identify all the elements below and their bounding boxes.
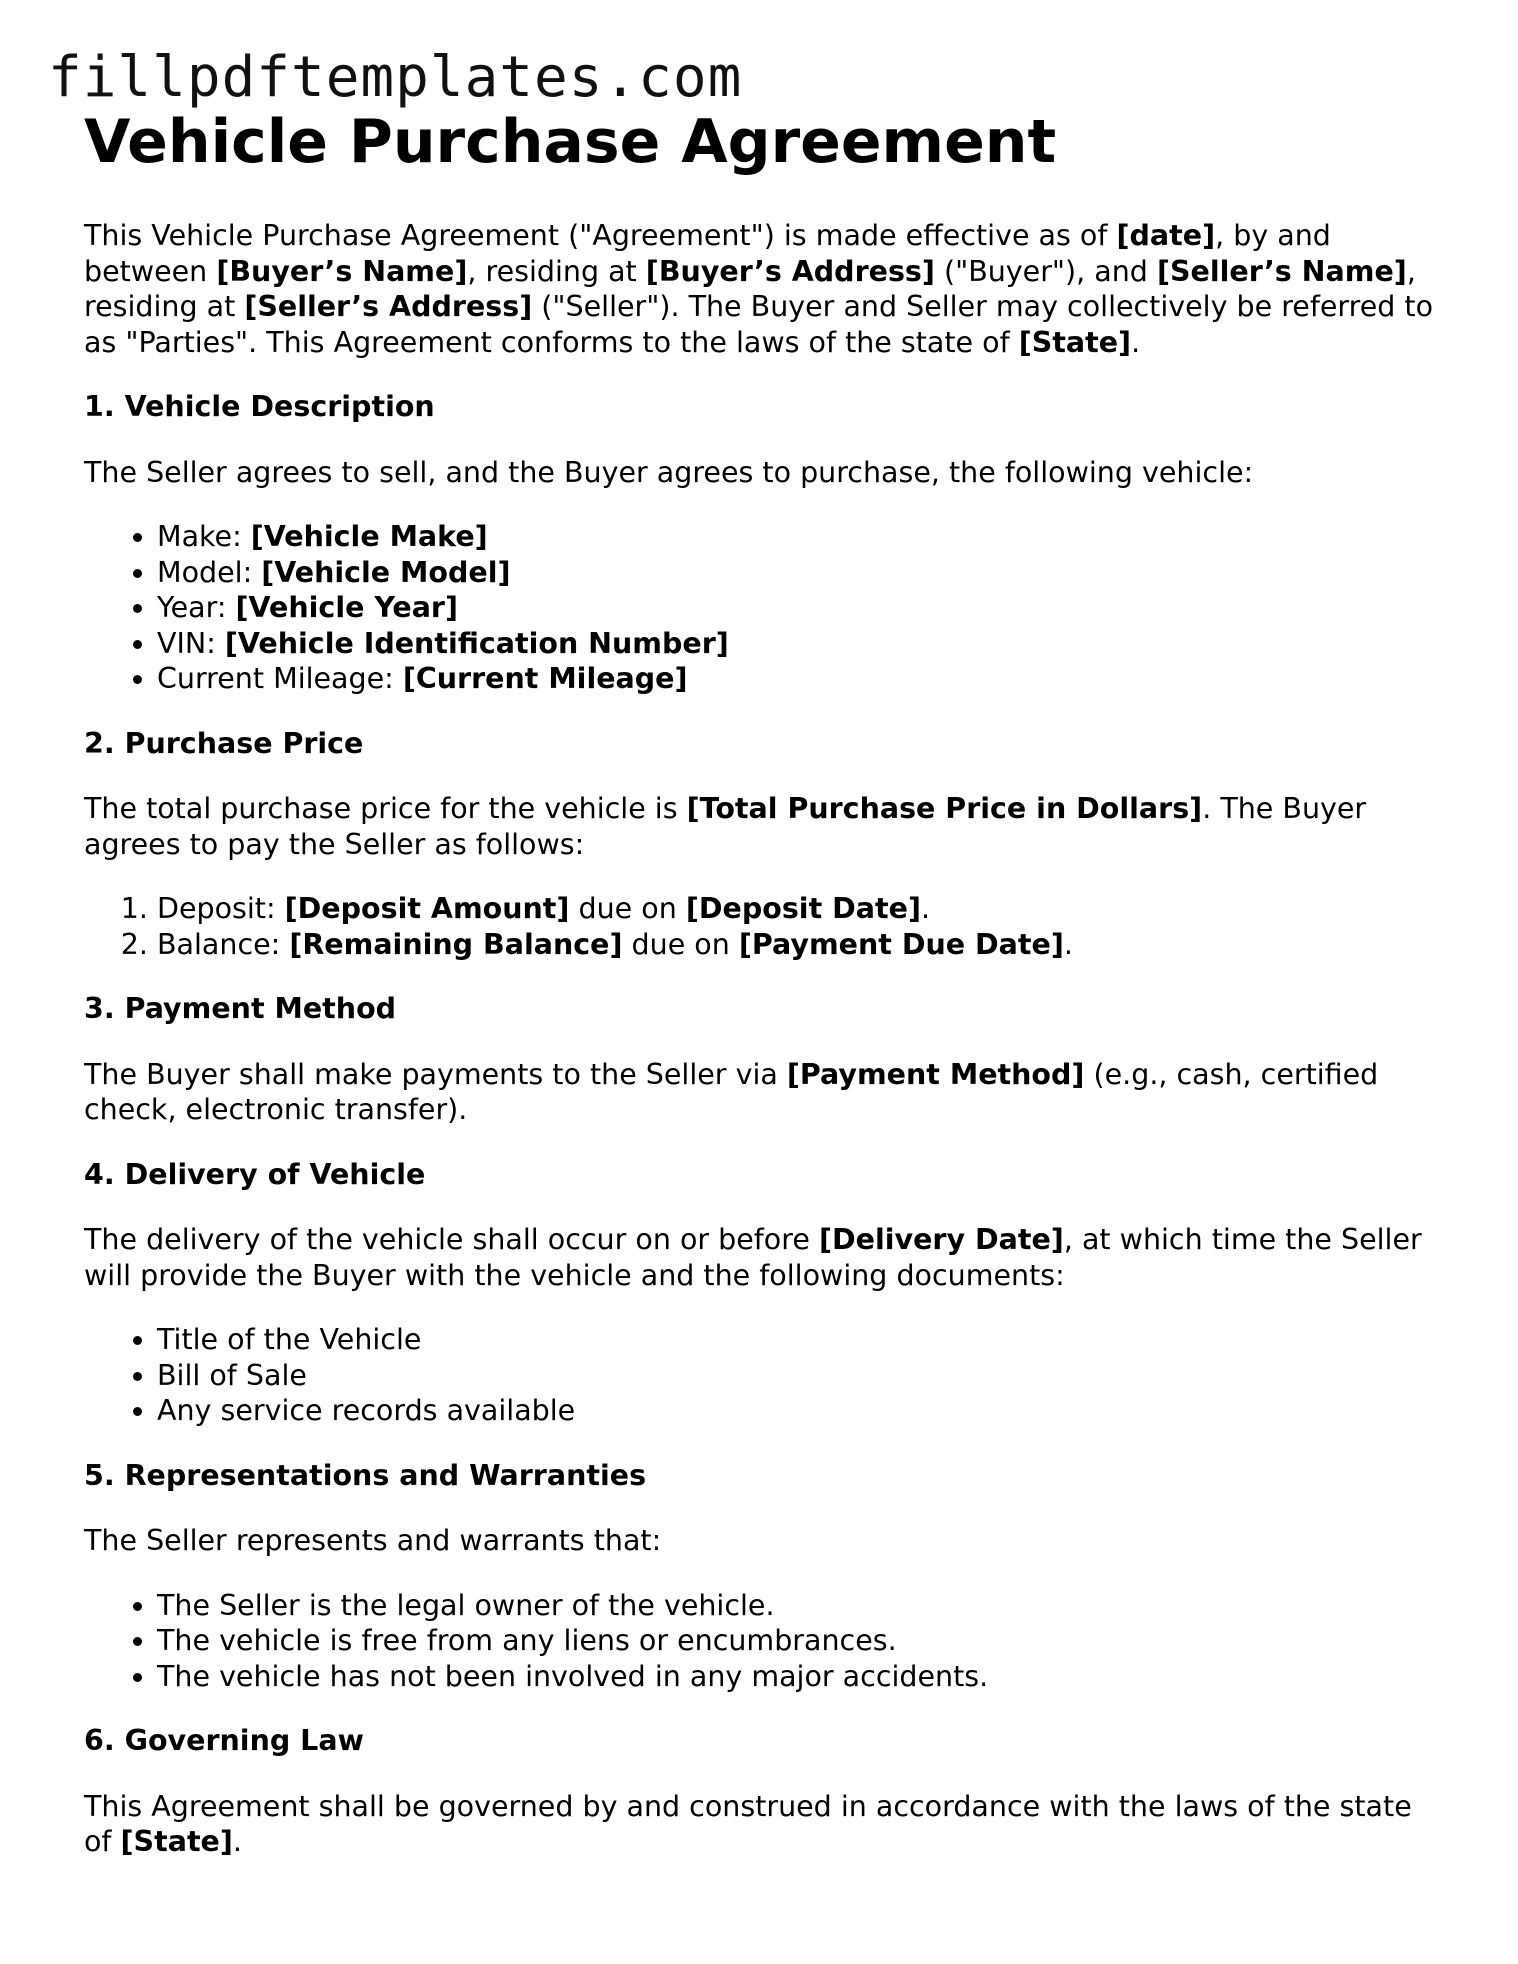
delivery-documents-list [84, 1322, 1434, 1429]
list-item: • Year: [Vehicle Year] [157, 590, 1434, 626]
list-item: • The vehicle has not been involved in any major accidents. [157, 1659, 1434, 1695]
representations-text: The Seller represents and warrants that: [84, 1524, 662, 1557]
list-item: • Bill of Sale [157, 1358, 1434, 1394]
state-placeholder: [State] [1018, 325, 1132, 359]
vehicle-description-text: The Seller agrees to sell, and the Buyer agrees to purchase, the following vehicle: [84, 455, 1254, 489]
warranties-list [84, 1588, 1434, 1695]
section-heading-delivery: 4. Delivery of Vehicle [84, 1157, 426, 1191]
payment-method-text: The Buyer shall make payments to the Seller via [Payment Method] (e.g., cash, certified check, electronic transfer). [84, 1057, 1379, 1126]
section-heading-governing-law: 6. Governing Law [84, 1724, 364, 1757]
list-item: • Model: [Vehicle Model] [157, 555, 1434, 591]
buyer-name-placeholder: [Buyer’s Name] [216, 254, 468, 288]
list-item: • Make: [Vehicle Make] [157, 519, 1434, 555]
section-heading-representations: 5. Representations and Warranties [84, 1458, 647, 1492]
list-item: • Current Mileage: [Current Mileage] [157, 661, 1434, 697]
list-item: • Any service records available [157, 1393, 1434, 1429]
purchase-price-text: The total purchase price for the vehicle is [Total Purchase Price in Dollars]. The Buyer agrees to pay the Seller as follows: [84, 792, 1367, 861]
page-title: Vehicle Purchase Agreement [84, 107, 1057, 177]
delivery-text: The delivery of the vehicle shall occur on or before [Delivery Date], at which time the Seller will provide the Buyer with the vehicle and the following documents: [84, 1223, 1422, 1292]
list-item: 1. Deposit: [Deposit Amount] due on [Deposit Date]. [157, 891, 1434, 927]
section-heading-purchase-price: 2. Purchase Price [84, 726, 364, 760]
buyer-address-placeholder: [Buyer’s Address] [645, 254, 935, 288]
document [84, 104, 1434, 1889]
payment-schedule-list [84, 891, 1434, 962]
section-heading-vehicle-description: 1. Vehicle Description [84, 390, 435, 423]
list-item: • VIN: [Vehicle Identification Number] [157, 626, 1434, 662]
seller-name-placeholder: [Seller’s Name] [1156, 254, 1407, 288]
list-item: • The vehicle is free from any liens or encumbrances. [157, 1623, 1434, 1659]
intro-paragraph: This Vehicle Purchase Agreement ("Agreement") is made effective as of [date], by and between [Buyer’s Name], residing at [Buyer’s Address] ("Buyer"), and [Seller’s Name], residing at [Seller’s Address] ("Seller"). The Buyer and Seller may collectively be referred to as "Parties". This Agreement conforms to the laws of the state of [State]. [84, 219, 1434, 359]
seller-address-placeholder: [Seller’s Address] [244, 290, 533, 323]
watermark: fillpdftemplates.com [48, 45, 743, 110]
list-item: • The Seller is the legal owner of the vehicle. [157, 1588, 1434, 1624]
list-item: 2. Balance: [Remaining Balance] due on [Payment Due Date]. [157, 927, 1434, 963]
list-item: • Title of the Vehicle [157, 1322, 1434, 1358]
vehicle-details-list [84, 519, 1434, 697]
date-placeholder: [date] [1116, 219, 1216, 252]
section-heading-payment-method: 3. Payment Method [84, 992, 397, 1025]
governing-law-text: This Agreement shall be governed by and construed in accordance with the laws of the state of [State]. [84, 1789, 1412, 1858]
